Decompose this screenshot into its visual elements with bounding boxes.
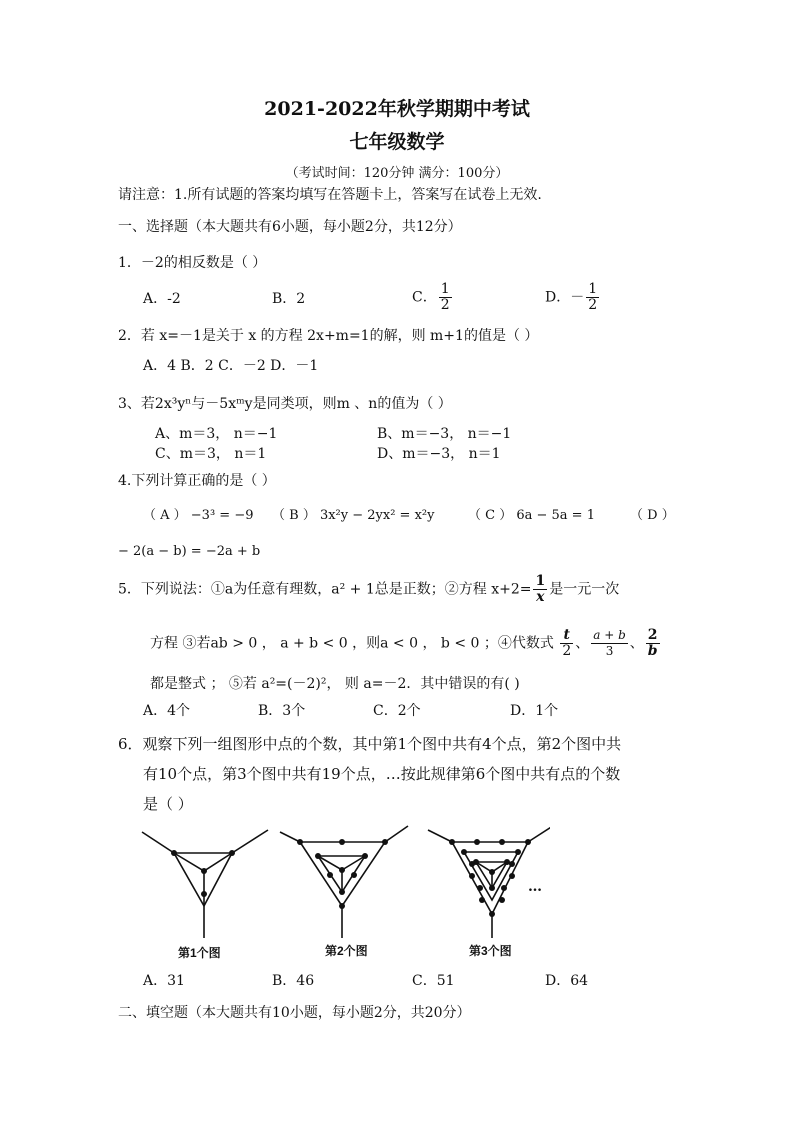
fraction-numerator: 1	[535, 573, 546, 589]
q6-line1: 6．观察下列一组图形中点的个数，其中第1个图中共有4个点，第2个图中共	[118, 735, 622, 753]
fraction-denominator: 3	[605, 644, 614, 658]
q5-frac-t-over-2	[560, 628, 573, 659]
exam-title: 2021-2022年秋学期期中考试	[264, 98, 530, 120]
q1-option-c	[412, 282, 454, 313]
q4-option-d-expr: − 2(a − b) = −2a + b	[118, 544, 261, 559]
q5-line2-text: 方程 ③若ab > 0 ， a + b < 0 ，则a < 0 ， b < 0 ；④代数式	[150, 635, 554, 652]
q6-option-c: C．51	[412, 973, 455, 989]
q2-options: A．4 B．2 C．－2 D．－1	[143, 358, 319, 374]
q5-line1-text: 5．下列说法：①a为任意有理数，a² + 1总是正数；②方程 x+2=	[118, 581, 532, 598]
fraction-numerator: 1	[440, 281, 450, 297]
q1-option-d-fraction	[586, 282, 599, 313]
fraction-denominator: b	[647, 643, 658, 659]
figure-ellipsis: …	[528, 879, 542, 895]
q3-option-a: A、m＝3， n＝−1	[155, 426, 278, 442]
notice: 请注意：1.所有试题的答案均填写在答题卡上，答案写在试卷上无效.	[118, 187, 542, 203]
q1-option-c-label: C．	[412, 289, 437, 306]
fraction-numerator: t	[560, 628, 573, 644]
figure-1	[142, 830, 268, 938]
separator: 、	[575, 635, 590, 652]
q6-option-b: B．46	[272, 973, 315, 989]
q5-frac-2-over-b	[646, 628, 660, 659]
q5-option-d: D．1个	[510, 703, 559, 719]
figure-3-caption: 第3个图	[469, 944, 512, 958]
fraction-numerator: a + b	[593, 628, 626, 642]
figure-1-caption: 第1个图	[178, 946, 221, 960]
q5-line2	[150, 628, 662, 659]
q5-option-b: B．3个	[258, 703, 306, 719]
q4-stem: 4.下列计算正确的是（ ）	[118, 473, 276, 489]
fraction-denominator: 2	[440, 297, 450, 313]
q3-option-b: B、m＝−3， n＝−1	[377, 426, 512, 442]
q5-line1-tail: 是一元一次	[549, 581, 620, 598]
q6-line3: 是（ ）	[143, 795, 193, 813]
q4-option-d: （ D ）	[630, 508, 675, 523]
q1-option-b: B．2	[272, 291, 306, 307]
q5-option-a: A．4个	[143, 703, 191, 719]
figure-2-caption: 第2个图	[325, 944, 368, 958]
q5-line1	[118, 574, 619, 605]
q4-option-b: （ B ） 3x²y − 2yx² = x²y	[272, 508, 435, 523]
q5-line3: 都是整式 ； ⑤若 a²=(－2)²， 则 a=－2．其中错误的有( )	[150, 676, 520, 692]
q1-option-d-label: D．－	[545, 289, 585, 306]
q4-option-a: （ A ） −3³ = −9	[143, 508, 254, 523]
q5-equation-fraction	[533, 574, 547, 605]
q1-option-d	[545, 282, 601, 313]
fraction-denominator: 2	[588, 297, 598, 313]
q4-option-c: （ C ） 6a − 5a = 1	[468, 508, 595, 523]
q3-option-d: D、m＝−3， n＝1	[377, 446, 501, 462]
fraction-numerator: 1	[588, 281, 598, 297]
section1-heading: 一、选择题（本大题共有6小题，每小题2分，共12分）	[118, 219, 462, 235]
q2-stem: 2．若 x=－1是关于 x 的方程 2x+m=1的解，则 m+1的值是（ ）	[118, 328, 539, 344]
q5-option-c: C．2个	[373, 703, 421, 719]
q1-stem: 1．－2的相反数是（ ）	[118, 255, 267, 271]
q6-option-d: D．64	[545, 973, 589, 989]
q5-frac-a-plus-b-over-3	[591, 628, 628, 659]
section2-heading: 二、填空题（本大题共有10小题，每小题2分，共20分）	[118, 1005, 471, 1021]
fraction-denominator: x	[536, 589, 545, 605]
q3-option-c: C、m＝3， n＝1	[155, 446, 267, 462]
fraction-numerator: 2	[646, 628, 660, 644]
q6-option-a: A．31	[143, 973, 185, 989]
q6-line2: 有10个点，第3个图中共有19个点，…按此规律第6个图中共有点的个数	[143, 765, 621, 783]
q1-option-a: A．-2	[143, 291, 181, 307]
separator: 、	[629, 635, 644, 652]
q1-option-c-fraction	[439, 282, 452, 313]
exam-subtitle: 七年级数学	[349, 131, 445, 153]
fraction-denominator: 2	[562, 643, 572, 659]
q3-stem: 3、若2x³yⁿ与－5xᵐy是同类项，则m 、n的值为（ ）	[118, 396, 452, 412]
exam-info: （考试时间：120分钟 满分：100分）	[285, 166, 509, 181]
